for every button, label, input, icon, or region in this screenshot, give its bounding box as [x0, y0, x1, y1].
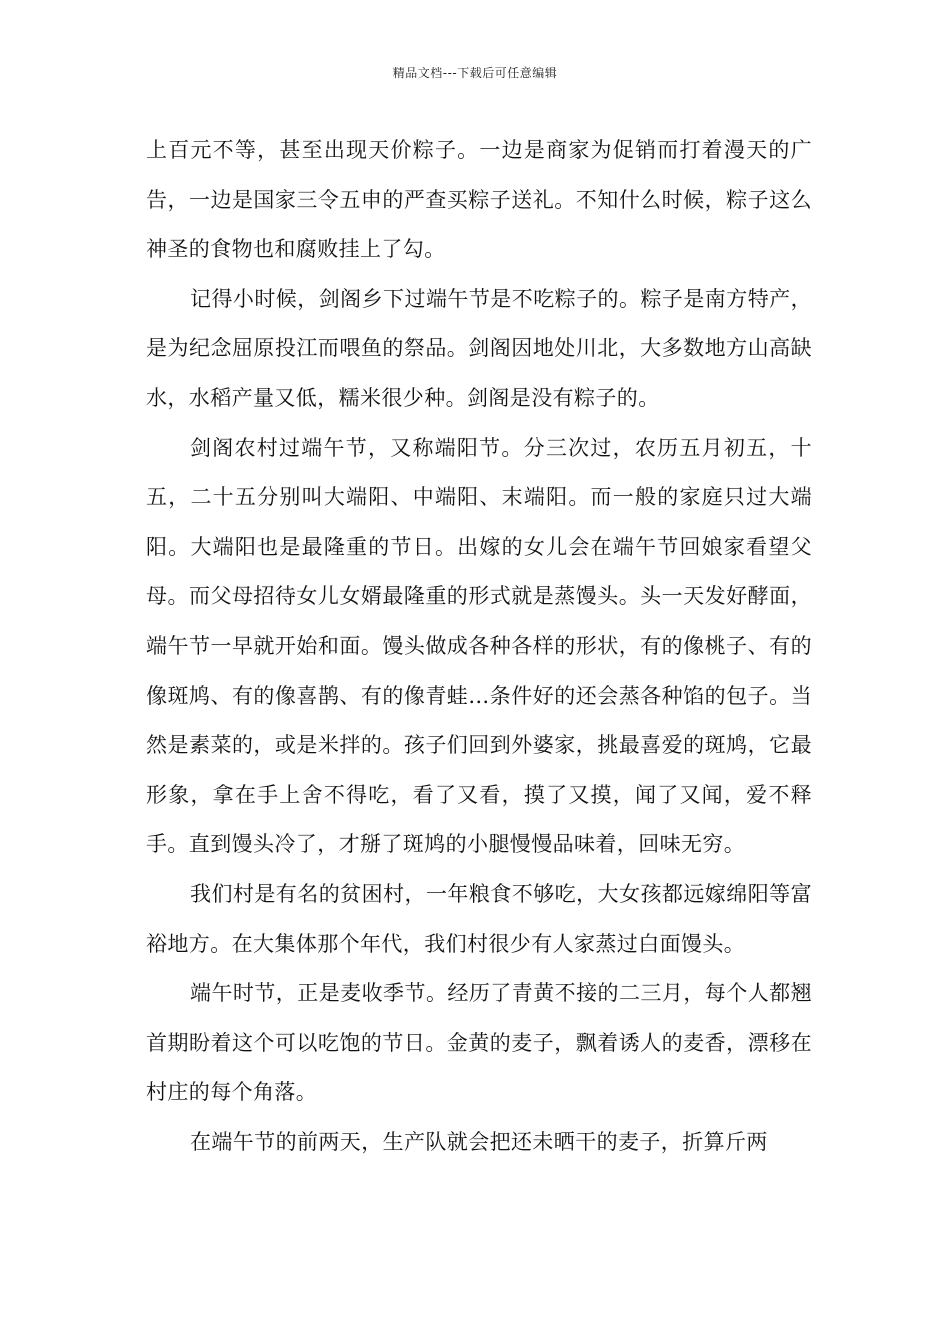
paragraph-4: 我们村是有名的贫困村，一年粮食不够吃，大女孩都远嫁绵阳等富裕地方。在大集体那个年代，我们村很少有人家蒸过白面馒头。	[146, 881, 812, 956]
page-header: 精品文档---下载后可任意编辑	[392, 66, 558, 80]
document-body	[146, 126, 812, 1167]
paragraph-6: 在端午节的前两天，生产队就会把还未晒干的麦子，折算斤两	[190, 1129, 768, 1154]
paragraph-3: 剑阁农村过端午节，又称端阳节。分三次过，农历五月初五，十五，二十五分别叫大端阳、中端阳、末端阳。而一般的家庭只过大端阳。大端阳也是最隆重的节日。出嫁的女儿会在端午节回娘家看望父母。而父母招待女儿女婿最隆重的形式就是蒸馒头。头一天发好酵面，端午节一早就开始和面。馒头做成各种各样的形状，有的像桃子、有的像斑鸠、有的像喜鹊、有的像青蛙…条件好的还会蒸各种馅的包子。当然是素菜的，或是米拌的。孩子们回到外婆家，挑最喜爱的斑鸠，它最形象，拿在手上舍不得吃，看了又看，摸了又摸，闻了又闻，爱不释手。直到馒头冷了，才掰了斑鸠的小腿慢慢品味着，回味无穷。	[146, 435, 812, 857]
paragraph-2: 记得小时候，剑阁乡下过端午节是不吃粽子的。粽子是南方特产，是为纪念屈原投江而喂鱼的祭品。剑阁因地处川北，大多数地方山高缺水，水稻产量又低，糯米很少种。剑阁是没有粽子的。	[146, 286, 812, 410]
paragraph-1: 上百元不等，甚至出现天价粽子。一边是商家为促销而打着漫天的广告，一边是国家三令五申的严查买粽子送礼。不知什么时候，粽子这么神圣的食物也和腐败挂上了勾。	[146, 138, 812, 262]
paragraph-5: 端午时节，正是麦收季节。经历了青黄不接的二三月，每个人都翘首期盼着这个可以吃饱的节日。金黄的麦子，飘着诱人的麦香，漂移在村庄的每个角落。	[146, 981, 812, 1105]
